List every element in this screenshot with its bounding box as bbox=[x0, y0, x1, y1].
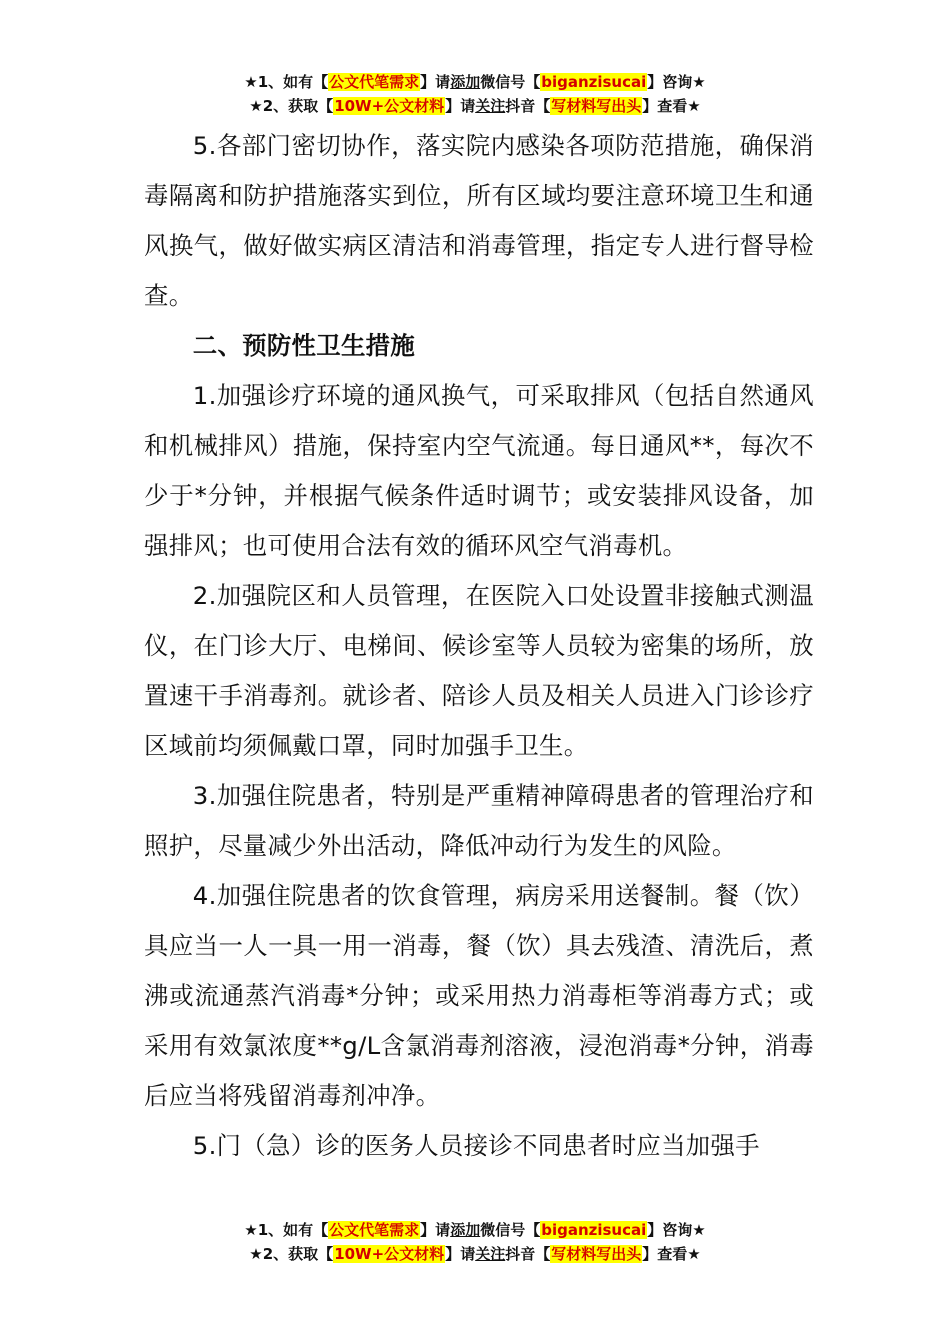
promo-line-2 bbox=[0, 94, 950, 118]
promo-text: 】查看★ bbox=[642, 97, 701, 115]
promo-highlight: biganzisucai bbox=[541, 1221, 647, 1239]
promo-text: 】请 bbox=[445, 97, 476, 115]
promo-text: ★1、如有【 bbox=[244, 1221, 329, 1239]
promo-highlight: 公文代笔需求 bbox=[329, 1221, 420, 1239]
promo-line-1 bbox=[0, 70, 950, 94]
paragraph: 4.加强住院患者的饮食管理，病房采用送餐制。餐（饮）具应当一人一具一用一消毒，餐（饮）具去残渣、清洗后，煮沸或流通蒸汽消毒*分钟；或采用热力消毒柜等消毒方式；或采用有效氯浓度**g/L含氯消毒剂溶液，浸泡消毒*分钟，消毒后应当将残留消毒剂冲净。 bbox=[144, 881, 814, 1110]
promo-highlight: 公文代笔需求 bbox=[329, 73, 420, 91]
promo-underlined: 添加 bbox=[450, 1221, 481, 1239]
promo-text: ★1、如有【 bbox=[244, 73, 329, 91]
paragraph: 3.加强住院患者，特别是严重精神障碍患者的管理治疗和照护，尽量减少外出活动，降低冲动行为发生的风险。 bbox=[144, 781, 814, 860]
document-body bbox=[144, 121, 814, 1171]
promo-text: 】咨询★ bbox=[647, 1221, 706, 1239]
promo-highlight: 10W+公文材料 bbox=[334, 1245, 445, 1263]
promo-banner-top bbox=[0, 70, 950, 118]
promo-banner-bottom bbox=[0, 1218, 950, 1266]
promo-text: 抖音【 bbox=[505, 97, 551, 115]
promo-text: ★2、获取【 bbox=[249, 97, 334, 115]
promo-underlined: 关注 bbox=[475, 97, 506, 115]
paragraph: 1.加强诊疗环境的通风换气，可采取排风（包括自然通风和机械排风）措施，保持室内空气流通。每日通风**，每次不少于*分钟，并根据气候条件适时调节；或安装排风设备，加强排风；也可使用合法有效的循环风空气消毒机。 bbox=[144, 381, 814, 560]
promo-text: 】请 bbox=[445, 1245, 476, 1263]
paragraph: 5.各部门密切协作，落实院内感染各项防范措施，确保消毒隔离和防护措施落实到位，所有区域均要注意环境卫生和通风换气，做好做实病区清洁和消毒管理，指定专人进行督导检查。 bbox=[144, 131, 814, 310]
promo-highlight: 写材料写出头 bbox=[551, 1245, 642, 1263]
paragraph: 5.门（急）诊的医务人员接诊不同患者时应当加强手 bbox=[192, 1131, 760, 1160]
promo-text: 微信号【 bbox=[480, 73, 541, 91]
promo-highlight: biganzisucai bbox=[541, 73, 647, 91]
promo-highlight: 10W+公文材料 bbox=[334, 97, 445, 115]
promo-text: 抖音【 bbox=[505, 1245, 551, 1263]
section-heading: 二、预防性卫生措施 bbox=[192, 331, 416, 360]
promo-line-1 bbox=[0, 1218, 950, 1242]
paragraph: 2.加强院区和人员管理，在医院入口处设置非接触式测温仪，在门诊大厅、电梯间、候诊室等人员较为密集的场所，放置速干手消毒剂。就诊者、陪诊人员及相关人员进入门诊诊疗区域前均须佩戴口罩，同时加强手卫生。 bbox=[144, 581, 814, 760]
promo-underlined: 关注 bbox=[475, 1245, 506, 1263]
promo-highlight: 写材料写出头 bbox=[551, 97, 642, 115]
promo-underlined: 添加 bbox=[450, 73, 481, 91]
promo-text: 】查看★ bbox=[642, 1245, 701, 1263]
promo-text: 】请 bbox=[420, 1221, 451, 1239]
promo-text: ★2、获取【 bbox=[249, 1245, 334, 1263]
promo-line-2 bbox=[0, 1242, 950, 1266]
promo-text: 】请 bbox=[420, 73, 451, 91]
promo-text: 微信号【 bbox=[480, 1221, 541, 1239]
promo-text: 】咨询★ bbox=[647, 73, 706, 91]
